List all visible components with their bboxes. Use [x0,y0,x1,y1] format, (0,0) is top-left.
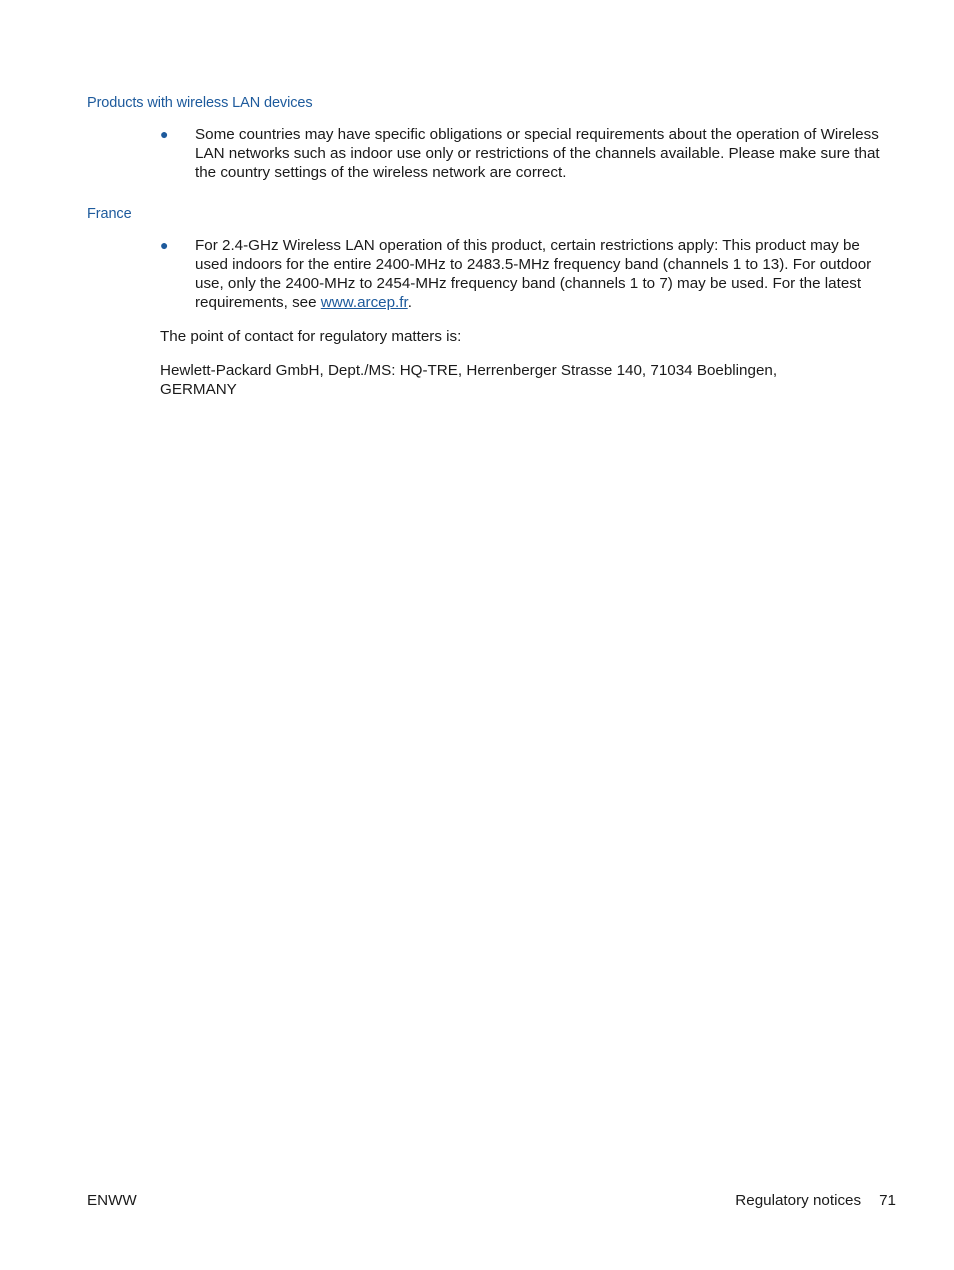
section-heading-products-wireless-lan: Products with wireless LAN devices [87,95,313,111]
footer-locale-code: ENWW [87,1192,137,1209]
bullet-icon: ● [160,126,169,142]
bullet-text [195,236,880,312]
footer-page-info [735,1191,896,1210]
footer-section-name: Regulatory notices [735,1192,862,1209]
bullet-text-end: . [407,294,412,311]
contact-address-text: Hewlett-Packard GmbH, Dept./MS: HQ-TRE, Herrenberger Strasse 140, 71034 Boeblingen, GERMANY [160,362,778,398]
bullet-text-main: For 2.4-GHz Wireless LAN operation of this product, certain restrictions apply: This product may be used indoors for the entire 2400-MHz to 2483.5-MHz frequency band (channels 1 to 13). For outdoor use, only the 2400-MHz to 2454-MHz frequency band (channels 1 to 7) may be used. For the latest requirements, see [195,237,872,311]
bullet-icon: ● [160,237,169,253]
page-number: 71 [879,1192,896,1209]
contact-intro-text: The point of contact for regulatory matters is: [160,328,462,345]
bullet-item-france-restrictions [160,236,880,312]
section-heading-france: France [87,206,132,222]
bullet-text: Some countries may have specific obligations or special requirements about the operation of Wireless LAN networks such as indoor use only or restrictions of the channels available. Please make sure that the country settings of the wireless network are correct. [195,126,880,181]
arcep-link[interactable]: www.arcep.fr [320,294,408,311]
bullet-item-wireless-obligations [160,125,880,182]
